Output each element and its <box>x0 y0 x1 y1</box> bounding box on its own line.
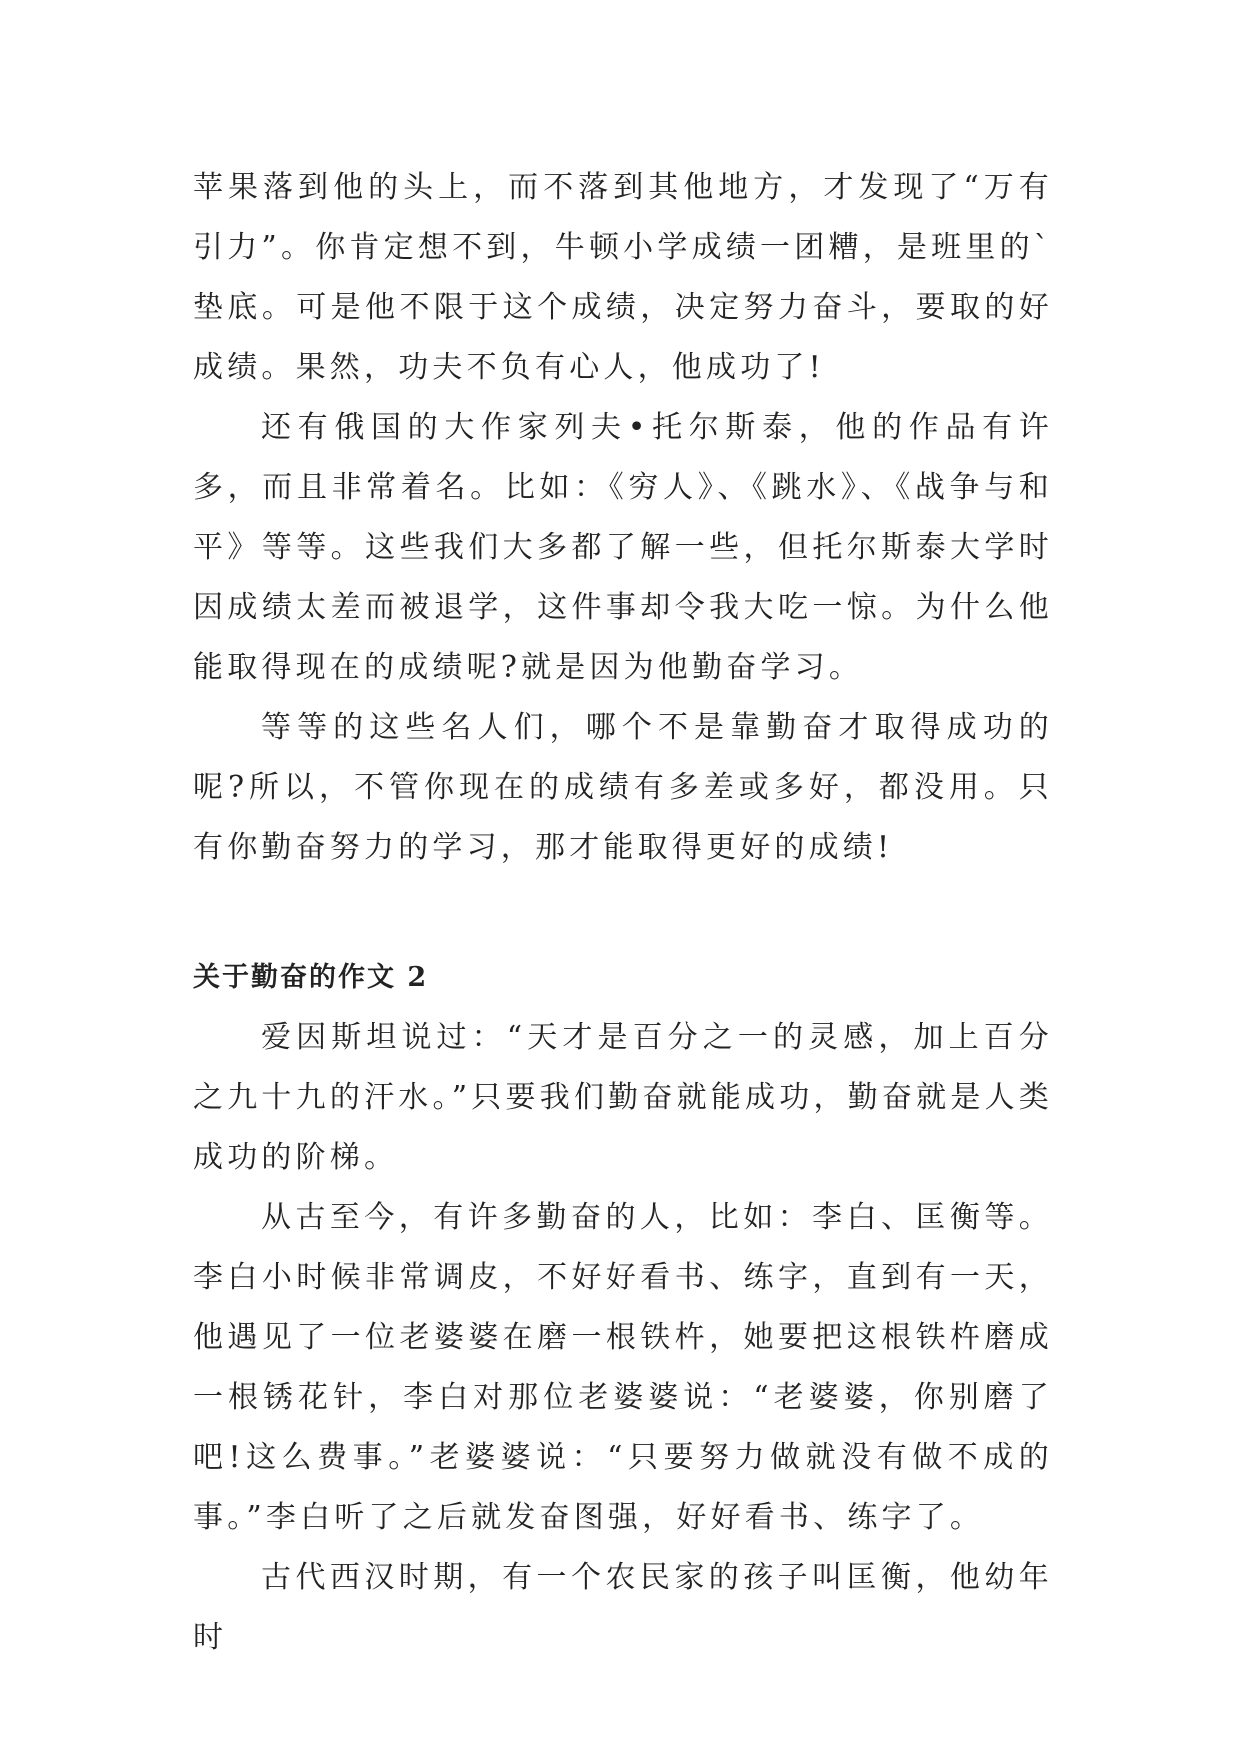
document-page <box>193 158 1053 1668</box>
paragraph-tolstoy: 还有俄国的大作家列夫•托尔斯泰，他的作品有许多，而且非常着名。比如：《穷人》、《跳水》、《战争与和平》等等。这些我们大多都了解一些，但托尔斯泰大学时因成绩太差而被退学，这件事却令我大吃一惊。为什么他能取得现在的成绩呢?就是因为他勤奋学习。 <box>193 410 1053 685</box>
paragraph-kuang-heng: 古代西汉时期，有一个农民家的孩子叫匡衡，他幼年时 <box>193 1560 1053 1655</box>
paragraph-li-bai: 从古至今，有许多勤奋的人，比如：李白、匡衡等。李白小时候非常调皮，不好好看书、练字，直到有一天，他遇见了一位老婆婆在磨一根铁杵，她要把这根铁杵磨成一根锈花针，李白对那位老婆婆说：“老婆婆，你别磨了吧!这么费事。”老婆婆说：“只要努力做就没有做不成的事。”李白听了之后就发奋图强，好好看书、练字了。 <box>193 1200 1053 1535</box>
section-title: 关于勤奋的作文 2 <box>193 962 429 993</box>
paragraph-newton-conclusion: 苹果落到他的头上，而不落到其他地方，才发现了“万有引力”。你肯定想不到，牛顿小学成绩一团糟，是班里的`垫底。可是他不限于这个成绩，决定努力奋斗，要取的好成绩。果然，功夫不负有心人，他成功了! <box>193 170 1053 385</box>
paragraph-einstein: 爱因斯坦说过：“天才是百分之一的灵感，加上百分之九十九的汗水。”只要我们勤奋就能成功，勤奋就是人类成功的阶梯。 <box>193 1020 1053 1175</box>
paragraph-summary: 等等的这些名人们，哪个不是靠勤奋才取得成功的呢?所以，不管你现在的成绩有多差或多好，都没用。只有你勤奋努力的学习，那才能取得更好的成绩! <box>193 710 1053 865</box>
